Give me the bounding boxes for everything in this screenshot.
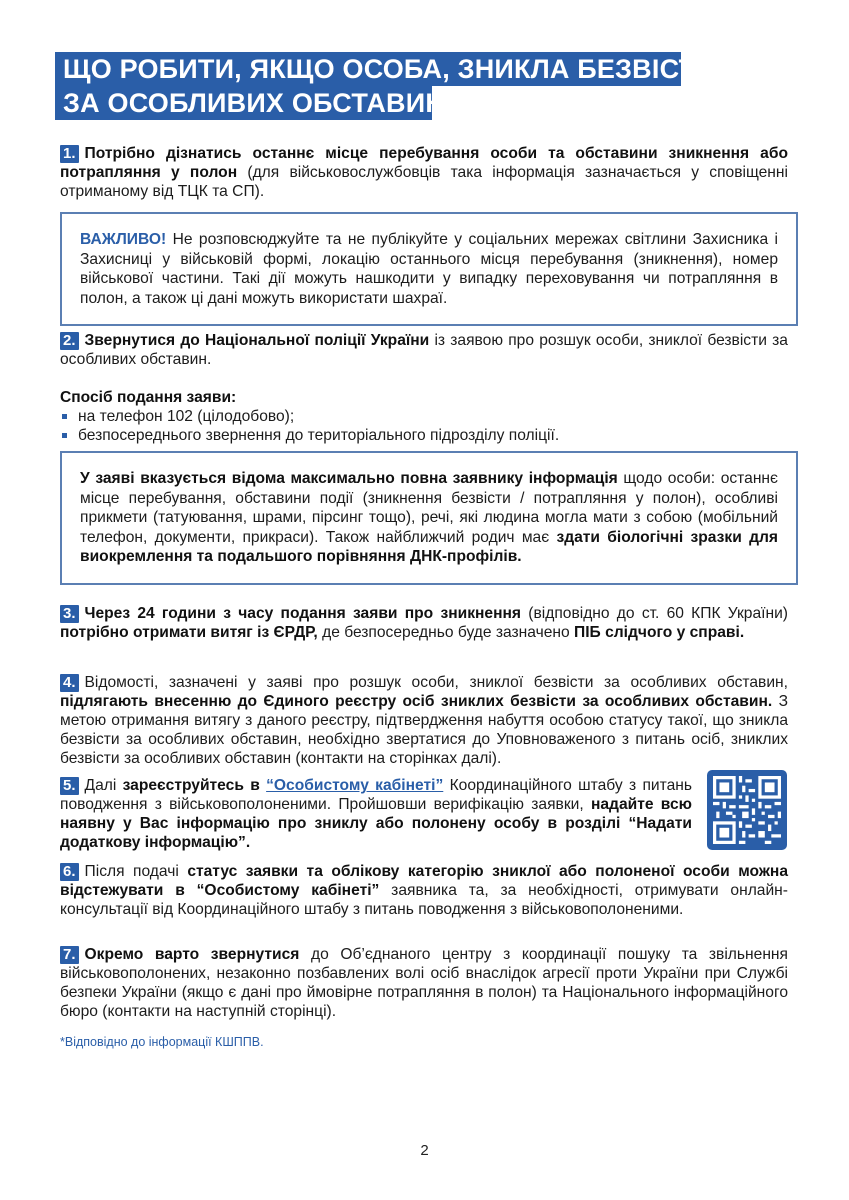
step-6-text-2: заявника та, за необхідності, отримувати онлайн-консультації від Координаційного штабу з питань поводження з військовополоненими.: [60, 882, 788, 918]
application-info-box: [60, 451, 798, 585]
step-4: [60, 673, 788, 768]
step-7: [60, 945, 788, 1021]
step-7-bold: Окремо варто звернутися: [84, 946, 300, 963]
step-4-text-2: З метою отримання витягу з даного реєстру, підтвердження набуття особою статусу такої, що зникла безвісти за особливих обставин, необхідно звертатися до Уповноваженого з питань осіб, зниклих безвісти за особливих обставин (контакти на сторінках далі).: [60, 693, 788, 767]
step-3-bold-1: Через 24 години з часу подання заяви про зникнення: [84, 605, 522, 622]
step-5-text-2: Координаційного штабу з питань поводження з військовополоненими. Пройшовши верифікацію заявки,: [60, 777, 692, 813]
step-7-text: до Об’єднаного центру з координації пошуку та звільнення військовополонених, незаконно позбавлених волі осіб внаслідок агресії проти України при Службі безпеки України (якщо є дані про ймовірне потрапляння в полон) та Національного інформаційного бюро (контакти на наступній сторінці).: [60, 946, 788, 1020]
step-number-badge: 1.: [60, 145, 79, 163]
step-4-text-1: Відомості, зазначені у заяві про розшук особи, зниклої безвісти за особливих обставин,: [84, 674, 788, 691]
submission-method-heading: Спосіб подання заяви:: [60, 389, 237, 406]
submission-methods-list: [60, 407, 788, 445]
footnote: *Відповідно до інформації КШППВ.: [60, 1035, 264, 1049]
step-6-text-1: Після подачі: [84, 863, 188, 880]
step-1-bold: Потрібно дізнатись останнє місце перебування особи та обставини зникнення або потрапляння у полон: [60, 145, 788, 181]
step-3-text-1: (відповідно до ст. 60 КПК України): [521, 605, 789, 622]
page-title: [55, 52, 715, 120]
step-number-badge: 7.: [60, 946, 79, 964]
step-6: [60, 862, 788, 919]
step-5-text-1: Далі: [84, 777, 123, 794]
personal-cabinet-link[interactable]: “Особистому кабінеті”: [266, 777, 444, 794]
info-bold-1: У заяві вказується відома максимально повна заявнику інформація: [80, 470, 618, 487]
step-4-bold: підлягають внесенню до Єдиного реєстру осіб зниклих безвісти за особливих обставин.: [60, 693, 773, 710]
step-1: [60, 144, 788, 201]
qr-pattern: [713, 776, 781, 844]
list-item: на телефон 102 (цілодобово);: [60, 407, 788, 426]
step-5-bold-1: зареєструйтесь в: [122, 777, 267, 794]
step-3-bold-3: ПІБ слідчого у справі.: [574, 624, 745, 641]
title-line-1: ЩО РОБИТИ, ЯКЩО ОСОБА, ЗНИКЛА БЕЗВІСТИ: [55, 52, 681, 86]
step-number-badge: 3.: [60, 605, 79, 623]
list-item: безпосереднього звернення до територіального підрозділу поліції.: [60, 426, 788, 445]
step-5: [60, 776, 692, 852]
info-bold-2: здати біологічні зразки для виокремлення та подальшого порівняння ДНК-профілів.: [80, 528, 778, 565]
step-2-bold: Звернутися до Національної поліції України: [84, 332, 430, 349]
step-number-badge: 5.: [60, 777, 79, 795]
important-text: Не розповсюджуйте та не публікуйте у соціальних мережах світлини Захисника і Захисниці у військовій формі, локацію останнього місця перебування (зникнення), номер військової частини. Такі дії можуть нашкодити у випадку переховування чи потрапляння в полон, а також ці дані можуть використати шахраї.: [80, 231, 778, 307]
step-5-bold-2: надайте всю наявну у Вас інформацію про зниклу або полонену особу в розділі “Надати додаткову інформацію”.: [60, 796, 692, 851]
step-number-badge: 6.: [60, 863, 79, 881]
step-number-badge: 2.: [60, 332, 79, 350]
step-3: [60, 604, 788, 642]
step-number-badge: 4.: [60, 674, 79, 692]
step-3-text-2: де безпосередньо буде зазначено: [317, 624, 574, 641]
step-2: [60, 331, 788, 445]
info-text-1: щодо особи: останнє місце перебування, обставини події (зникнення безвісти / потрапляння у полон), особливі прикмети (татуювання, шрами, пірсинг тощо), речі, які людина могла мати з собою (мобільний телефон, документи, прикраси). Також найближчий родич має: [80, 470, 778, 546]
page-number: 2: [420, 1142, 429, 1159]
step-2-text: із заявою про розшук особи, зниклої безвісти за особливих обставин.: [60, 332, 788, 368]
step-1-text: (для військовослужбовців така інформація зазначається у сповіщенні отриманому від ТЦК та СП).: [60, 164, 788, 200]
title-line-2: ЗА ОСОБЛИВИХ ОБСТАВИН*: [55, 86, 432, 120]
step-3-bold-2: потрібно отримати витяг із ЄРДР,: [60, 624, 318, 641]
step-6-bold: статус заявки та облікову категорію зниклої або полоненої особи можна відстежувати в “Особистому кабінеті”: [60, 863, 789, 899]
important-notice-box: [60, 212, 798, 326]
qr-code-icon[interactable]: [707, 770, 787, 850]
important-label: ВАЖЛИВО!: [80, 231, 167, 248]
